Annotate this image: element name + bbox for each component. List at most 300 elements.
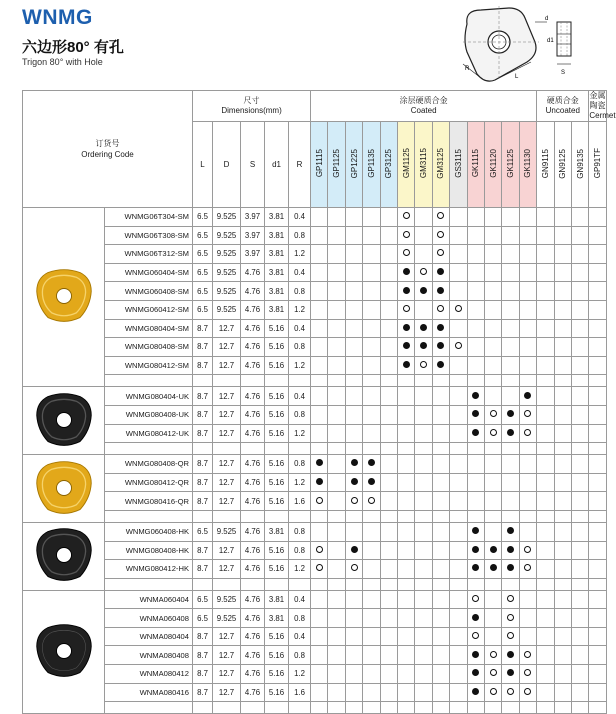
dimension-value: 3.81 [265, 590, 289, 609]
grade-availability-cell [380, 522, 397, 541]
grade-availability-cell [537, 541, 554, 560]
spacer-cell [484, 510, 501, 522]
spacer-cell [571, 375, 588, 387]
uncoated-header [537, 91, 589, 122]
spacer-cell [241, 578, 265, 590]
grade-availability-cell [398, 405, 415, 424]
grade-availability-cell [345, 424, 362, 443]
dimension-value: 8.7 [193, 683, 213, 702]
table-row [23, 683, 607, 702]
table-row [23, 319, 607, 338]
grade-availability-cell [363, 338, 380, 357]
grade-availability-cell [571, 424, 588, 443]
spacer-cell [554, 443, 571, 455]
grade-availability-cell [432, 319, 449, 338]
grade-availability-cell [345, 683, 362, 702]
spacer-cell [345, 578, 362, 590]
grade-availability-cell [345, 455, 362, 474]
grade-availability-cell [571, 455, 588, 474]
grade-availability-cell [554, 387, 571, 406]
grade-availability-cell [380, 338, 397, 357]
grade-header-gp1135 [363, 122, 380, 208]
grade-availability-cell [363, 627, 380, 646]
grade-availability-cell [537, 455, 554, 474]
spacer-cell [589, 375, 606, 387]
grade-availability-cell [467, 455, 484, 474]
grade-availability-cell [554, 683, 571, 702]
grade-availability-cell [415, 282, 432, 301]
hollow-circle-icon [490, 688, 497, 695]
grade-availability-cell [554, 560, 571, 579]
grade-availability-cell [432, 387, 449, 406]
grade-availability-cell [363, 208, 380, 227]
grade-availability-cell [589, 492, 606, 511]
grade-availability-cell [589, 560, 606, 579]
grade-availability-cell [415, 405, 432, 424]
dimension-value: 1.6 [289, 683, 311, 702]
filled-dot-icon [316, 459, 323, 466]
dimension-value: 1.2 [289, 300, 311, 319]
hollow-circle-icon [351, 564, 358, 571]
table-row [23, 627, 607, 646]
grade-availability-cell [519, 319, 536, 338]
dimension-value: 12.7 [213, 455, 241, 474]
dimension-value: 5.16 [265, 541, 289, 560]
grade-availability-cell [363, 541, 380, 560]
cermet-header-en: Cermet [589, 111, 616, 120]
grade-availability-cell [537, 263, 554, 282]
grade-availability-cell [484, 665, 501, 684]
grade-availability-cell [450, 226, 467, 245]
spacer-cell [415, 702, 432, 714]
dimension-value: 3.81 [265, 300, 289, 319]
grade-availability-cell [311, 492, 328, 511]
grade-availability-cell [450, 208, 467, 227]
grade-availability-cell [380, 319, 397, 338]
dimension-value: 0.8 [289, 226, 311, 245]
grade-header-gk1120 [484, 122, 501, 208]
grade-header-gp91tf [589, 122, 606, 208]
grade-availability-cell [484, 560, 501, 579]
spacer-cell [554, 375, 571, 387]
filled-dot-icon [403, 268, 410, 275]
filled-dot-icon [524, 392, 531, 399]
grade-availability-cell [328, 319, 345, 338]
grade-label: GP91TF [593, 148, 603, 179]
grade-header-gm1125 [398, 122, 415, 208]
grade-availability-cell [415, 560, 432, 579]
grade-availability-cell [450, 590, 467, 609]
grade-availability-cell [519, 541, 536, 560]
grade-availability-cell [589, 646, 606, 665]
grade-availability-cell [398, 356, 415, 375]
grade-availability-cell [415, 541, 432, 560]
grade-availability-cell [450, 300, 467, 319]
hollow-circle-icon [316, 546, 323, 553]
grade-availability-cell [311, 627, 328, 646]
grade-header-gs3115 [450, 122, 467, 208]
grade-availability-cell [328, 455, 345, 474]
grade-availability-cell [502, 646, 519, 665]
grade-availability-cell [484, 609, 501, 628]
dimension-value: 12.7 [213, 541, 241, 560]
dimension-value: 3.81 [265, 208, 289, 227]
grade-availability-cell [502, 319, 519, 338]
table-row [23, 455, 607, 474]
dimension-value: 9.525 [213, 208, 241, 227]
grade-availability-cell [467, 338, 484, 357]
grade-availability-cell [467, 387, 484, 406]
spacer-cell [450, 375, 467, 387]
grade-availability-cell [432, 245, 449, 264]
dimension-value: 4.76 [241, 338, 265, 357]
grade-availability-cell [311, 319, 328, 338]
hollow-circle-icon [524, 669, 531, 676]
spacer-cell [265, 578, 289, 590]
grade-availability-cell [380, 405, 397, 424]
grade-header-gp1125 [328, 122, 345, 208]
table-row [23, 590, 607, 609]
dimension-value: 0.4 [289, 319, 311, 338]
grade-availability-cell [345, 492, 362, 511]
grade-availability-cell [363, 226, 380, 245]
dimension-value: 9.525 [213, 522, 241, 541]
spacer-cell [502, 702, 519, 714]
dimension-value: 8.7 [193, 541, 213, 560]
grade-availability-cell [380, 627, 397, 646]
dimension-value: 5.16 [265, 387, 289, 406]
spacer-cell [589, 702, 606, 714]
hollow-circle-icon [524, 564, 531, 571]
spacer-cell [502, 443, 519, 455]
grade-header-gn9115 [537, 122, 554, 208]
grade-availability-cell [502, 405, 519, 424]
ordering-code: WNMG080408-HK [105, 541, 193, 560]
grade-availability-cell [398, 319, 415, 338]
grade-availability-cell [537, 473, 554, 492]
grade-availability-cell [328, 492, 345, 511]
grade-availability-cell [571, 609, 588, 628]
coated-header [311, 91, 537, 122]
spacer-cell [537, 702, 554, 714]
grade-availability-cell [537, 300, 554, 319]
dimension-value: 8.7 [193, 405, 213, 424]
grade-availability-cell [311, 338, 328, 357]
grade-availability-cell [328, 627, 345, 646]
ordering-table [22, 90, 616, 714]
grade-availability-cell [363, 263, 380, 282]
dimension-value: 0.8 [289, 541, 311, 560]
grade-availability-cell [519, 405, 536, 424]
grade-availability-cell [380, 424, 397, 443]
dimension-value: 9.525 [213, 590, 241, 609]
ordering-code: WNMG080412-HK [105, 560, 193, 579]
grade-availability-cell [363, 609, 380, 628]
grade-availability-cell [345, 263, 362, 282]
grade-availability-cell [467, 319, 484, 338]
grade-availability-cell [380, 646, 397, 665]
grade-availability-cell [398, 492, 415, 511]
filled-dot-icon [437, 268, 444, 275]
grade-availability-cell [450, 387, 467, 406]
grade-header-gm3115 [415, 122, 432, 208]
grade-availability-cell [345, 405, 362, 424]
spacer-cell [241, 443, 265, 455]
spacer-cell [432, 375, 449, 387]
grade-availability-cell [484, 455, 501, 474]
grade-availability-cell [363, 522, 380, 541]
grade-label: GK1130 [523, 149, 533, 178]
coated-header-cn: 涂层硬质合金 [399, 96, 448, 105]
filled-dot-icon [437, 324, 444, 331]
grade-availability-cell [519, 338, 536, 357]
spacer-cell [380, 375, 397, 387]
spacer-cell [537, 443, 554, 455]
grade-availability-cell [398, 455, 415, 474]
ordering-code: WNMG06T304-SM [105, 208, 193, 227]
grade-availability-cell [311, 263, 328, 282]
grade-availability-cell [432, 590, 449, 609]
grade-availability-cell [589, 387, 606, 406]
table-row [23, 338, 607, 357]
dimension-value: 0.8 [289, 522, 311, 541]
grade-availability-cell [484, 300, 501, 319]
grade-availability-cell [380, 560, 397, 579]
grade-availability-cell [537, 665, 554, 684]
grade-availability-cell [328, 590, 345, 609]
grade-availability-cell [571, 627, 588, 646]
filled-dot-icon [472, 429, 479, 436]
grade-availability-cell [328, 226, 345, 245]
dimension-value: 8.7 [193, 665, 213, 684]
spacer-cell [519, 375, 536, 387]
grade-availability-cell [554, 356, 571, 375]
dimension-value: 5.16 [265, 424, 289, 443]
spacer-cell [537, 510, 554, 522]
spacer-cell [311, 375, 328, 387]
spacer-cell [554, 702, 571, 714]
grade-availability-cell [328, 646, 345, 665]
dimension-value: 12.7 [213, 319, 241, 338]
hollow-circle-icon [490, 651, 497, 658]
grade-availability-cell [554, 282, 571, 301]
grade-availability-cell [571, 541, 588, 560]
spacer-cell [289, 375, 311, 387]
grade-availability-cell [537, 522, 554, 541]
grade-availability-cell [502, 560, 519, 579]
table-row [23, 208, 607, 227]
grade-header-gp3125 [380, 122, 397, 208]
dimension-value: 4.76 [241, 590, 265, 609]
grade-availability-cell [415, 627, 432, 646]
grade-availability-cell [432, 522, 449, 541]
grade-availability-cell [450, 646, 467, 665]
dimension-value: 12.7 [213, 387, 241, 406]
group-spacer-row [23, 578, 607, 590]
ordering-code: WNMA080416 [105, 683, 193, 702]
grade-availability-cell [502, 387, 519, 406]
dimension-value: 4.76 [241, 405, 265, 424]
dimension-value: 3.97 [241, 208, 265, 227]
dimensions-header [193, 91, 311, 122]
filled-dot-icon [472, 651, 479, 658]
grade-header-gp1225 [345, 122, 362, 208]
grade-availability-cell [380, 683, 397, 702]
dimension-value: 6.5 [193, 282, 213, 301]
filled-dot-icon [437, 342, 444, 349]
grade-availability-cell [345, 338, 362, 357]
grade-availability-cell [519, 455, 536, 474]
grade-availability-cell [537, 319, 554, 338]
grade-availability-cell [484, 282, 501, 301]
grade-availability-cell [415, 319, 432, 338]
filled-dot-icon [437, 361, 444, 368]
grade-availability-cell [432, 455, 449, 474]
grade-availability-cell [363, 455, 380, 474]
table-row [23, 405, 607, 424]
spacer-cell [345, 443, 362, 455]
spacer-cell [105, 443, 193, 455]
grade-availability-cell [537, 492, 554, 511]
grade-availability-cell [380, 455, 397, 474]
grade-label: GP1115 [314, 149, 324, 178]
group-spacer-row [23, 510, 607, 522]
grade-availability-cell [415, 665, 432, 684]
grade-label: GP1135 [366, 149, 376, 178]
grade-availability-cell [502, 492, 519, 511]
dimension-value: 6.5 [193, 522, 213, 541]
grade-availability-cell [328, 560, 345, 579]
grade-availability-cell [345, 646, 362, 665]
grade-availability-cell [345, 226, 362, 245]
grade-availability-cell [415, 473, 432, 492]
grade-availability-cell [537, 683, 554, 702]
grade-availability-cell [363, 590, 380, 609]
filled-dot-icon [351, 459, 358, 466]
grade-availability-cell [589, 300, 606, 319]
grade-availability-cell [519, 683, 536, 702]
dimension-value: 3.81 [265, 282, 289, 301]
diagram-label-d1: d1 [547, 38, 554, 44]
grade-label: GP1125 [332, 149, 342, 178]
grade-availability-cell [589, 424, 606, 443]
diagram-label-r: R [465, 66, 470, 72]
grade-availability-cell [484, 473, 501, 492]
filled-dot-icon [507, 527, 514, 534]
grade-availability-cell [502, 541, 519, 560]
page-header [0, 0, 610, 88]
filled-dot-icon [507, 410, 514, 417]
dimension-value: 0.4 [289, 590, 311, 609]
grade-availability-cell [537, 387, 554, 406]
filled-dot-icon [507, 429, 514, 436]
spacer-cell [589, 510, 606, 522]
filled-dot-icon [472, 527, 479, 534]
ordering-code-header-cn: 订货号 [95, 139, 120, 148]
grade-availability-cell [311, 590, 328, 609]
grade-availability-cell [484, 683, 501, 702]
dimension-value: 8.7 [193, 492, 213, 511]
table-row [23, 522, 607, 541]
grade-availability-cell [363, 356, 380, 375]
grade-availability-cell [432, 300, 449, 319]
grade-availability-cell [363, 300, 380, 319]
grade-availability-cell [502, 665, 519, 684]
ordering-code: WNMG080412-SM [105, 356, 193, 375]
grade-availability-cell [589, 609, 606, 628]
dimension-value: 4.76 [241, 492, 265, 511]
spacer-cell [363, 510, 380, 522]
grade-availability-cell [432, 338, 449, 357]
grade-header-gp1115 [311, 122, 328, 208]
spacer-cell [193, 375, 213, 387]
grade-availability-cell [432, 627, 449, 646]
grade-availability-cell [502, 263, 519, 282]
grade-label: GM1125 [401, 148, 411, 179]
spacer-cell [398, 578, 415, 590]
spacer-cell [328, 510, 345, 522]
grade-availability-cell [432, 208, 449, 227]
grade-availability-cell [328, 665, 345, 684]
grade-availability-cell [450, 424, 467, 443]
hollow-circle-icon [437, 212, 444, 219]
grade-availability-cell [432, 424, 449, 443]
dimension-value: 4.76 [241, 300, 265, 319]
spacer-cell [345, 375, 362, 387]
grade-availability-cell [519, 522, 536, 541]
grade-availability-cell [519, 282, 536, 301]
grade-availability-cell [311, 609, 328, 628]
ordering-code: WNMG060412-SM [105, 300, 193, 319]
grade-availability-cell [589, 282, 606, 301]
dimension-value: 6.5 [193, 245, 213, 264]
grade-availability-cell [554, 245, 571, 264]
ordering-code: WNMA060404 [105, 590, 193, 609]
grade-availability-cell [571, 522, 588, 541]
grade-availability-cell [484, 405, 501, 424]
grade-availability-cell [450, 492, 467, 511]
grade-availability-cell [363, 683, 380, 702]
grade-availability-cell [415, 356, 432, 375]
dimension-value: 8.7 [193, 627, 213, 646]
hollow-circle-icon [490, 669, 497, 676]
grade-availability-cell [311, 473, 328, 492]
grade-availability-cell [467, 208, 484, 227]
grade-availability-cell [345, 541, 362, 560]
spacer-cell [571, 702, 588, 714]
grade-availability-cell [380, 208, 397, 227]
insert-image-cell [23, 522, 105, 590]
grade-availability-cell [380, 665, 397, 684]
hollow-circle-icon [420, 268, 427, 275]
grade-availability-cell [537, 609, 554, 628]
grade-availability-cell [467, 473, 484, 492]
grade-availability-cell [380, 609, 397, 628]
filled-dot-icon [368, 459, 375, 466]
table-row [23, 226, 607, 245]
dimension-value: 0.4 [289, 387, 311, 406]
black-trigon-insert-icon [31, 389, 97, 451]
spacer-cell [289, 443, 311, 455]
grade-availability-cell [450, 263, 467, 282]
dimension-value: 0.8 [289, 282, 311, 301]
grade-availability-cell [571, 356, 588, 375]
filled-dot-icon [507, 564, 514, 571]
grade-availability-cell [554, 338, 571, 357]
hollow-circle-icon [507, 688, 514, 695]
grade-availability-cell [519, 245, 536, 264]
grade-availability-cell [589, 665, 606, 684]
